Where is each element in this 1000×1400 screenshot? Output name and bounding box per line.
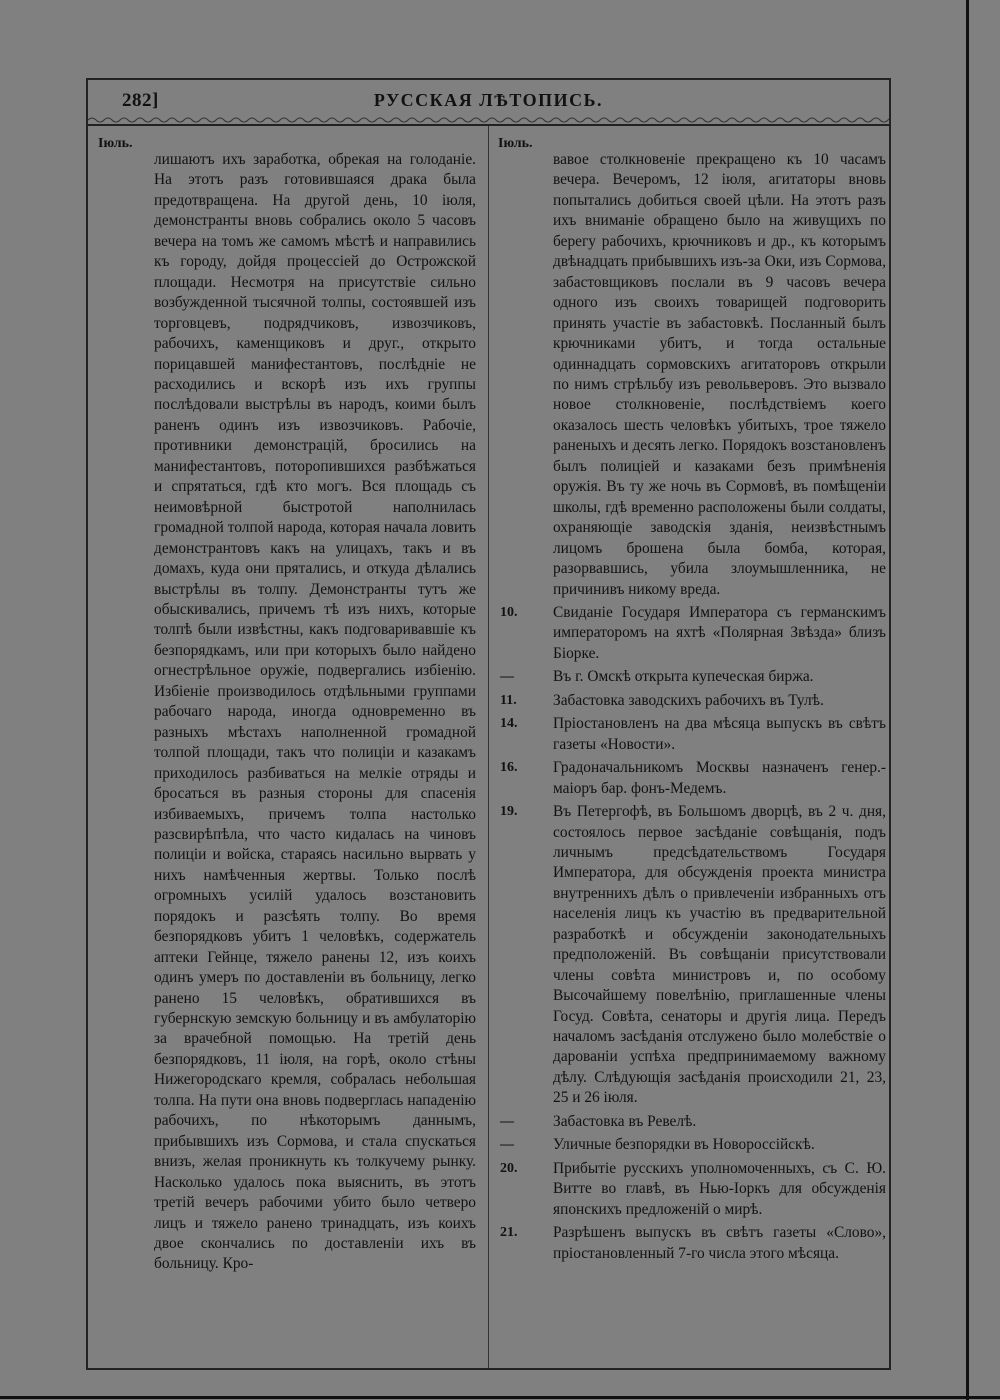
entry-text: Въ г. Омскѣ открыта купеческая биржа. [553, 668, 814, 686]
entry-text: Уличные безпорядки въ Новороссійскѣ. [553, 1136, 815, 1154]
left-column [98, 136, 476, 1275]
entry-day: — [500, 1137, 514, 1153]
chronicle-entry [498, 691, 886, 711]
chronicle-entry [498, 603, 886, 664]
entry-text: Въ Петергофѣ, въ Большомъ дворцѣ, въ 2 ч. дня, состоялось первое засѣданіе совѣщанія, подъ личнымъ предсѣдательствомъ Государя Императора, для обсужденія проекта министра внутреннихъ дѣлъ о привлеченіи избранныхъ отъ населенія лицъ къ участію въ предварительной разработкѣ и обсужденіи законодательныхъ предположеній. Въ совѣщаніи присутствовали члены совѣта министровъ и, по особому Высочайшему повелѣнію, приглашенные члены Госуд. Совѣта, сенаторы и другія лица. Передъ началомъ засѣданія отслужено было молебствіе о дарованіи успѣха предпринимаемому важному дѣлу. Слѣдующія засѣданія происходили 21, 23, 25 и 26 іюля. [553, 803, 886, 1107]
journal-title: РУССКАЯ ЛѢТОПИСЬ. [373, 90, 604, 110]
page-frame [86, 78, 891, 1370]
chronicle-entry [498, 1135, 886, 1155]
chronicle-entry [498, 802, 886, 1109]
chronicle-entry [498, 1112, 886, 1132]
entry-day: 16. [500, 760, 518, 776]
entry-day: 19. [500, 804, 518, 820]
entry-day: 11. [500, 692, 517, 708]
entry-day: — [500, 669, 514, 685]
entry-text: Пріостановленъ на два мѣсяца выпускъ въ свѣтъ газеты «Новости». [553, 715, 886, 753]
right-column [498, 136, 886, 1264]
entry-text: Свиданіе Государя Императора съ германскимъ императоромъ на яхтѣ «Полярная Звѣзда» близъ Біорке. [553, 603, 886, 662]
scan-edge-bottom [0, 1396, 1000, 1399]
left-column-text: лишаютъ ихъ заработка, обрекая на голоданіе. На этотъ разъ готовившаяся драка была предотвращена. На другой день, 10 іюля, демонстранты вновь собрались около 5 часовъ вечера на томъ же самомъ мѣстѣ и направились къ городу, дойдя процессіей до Острожской площади. Несмотря на присутствіе сильно возбужденной тысячной толпы, состоявшей изъ торговцевъ, подрядчиковъ, извозчиковъ, рабочихъ, каменщиковъ и друг., открыто порицавшей манифестантовъ, послѣдніе не расходились и вскорѣ изъ ихъ группы послѣдовали выстрѣлы въ народъ, коими былъ раненъ одинъ изъ извозчиковъ. Рабочіе, противники демонстрацій, бросились на манифестантовъ, поторопившихся разбѣжаться и спрятаться, гдѣ кто могъ. Вся площадь съ неимовѣрной быстротой наполнилась громадной толпой народа, которая начала ловить демонстрантовъ какъ на улицахъ, такъ и въ домахъ, куда они прятались, и откуда дѣлались выстрѣлы въ толпу. Демонстранты тутъ же обыскивались, причемъ тѣ изъ нихъ, которые толпѣ были извѣстны, какъ подговаривавшіе къ безпорядкамъ, или при которыхъ было найдено огнестрѣльное оружіе, подвергались избіенію. Избіеніе производилось отдѣльными группами рабочаго народа, иногда одновременно въ разныхъ мѣстахъ наполненной громадной толпой площади, такъ что полиціи и казакамъ приходилось разбиваться на мелкіе отряды и бросаться въ разныя стороны для спасенія избиваемыхъ, причемъ толпа настолько разсвирѣпѣла, что часто кидалась на чиновъ полиціи и войска, стараясь насильно вырвать у нихъ намѣченныя жертвы. Только послѣ огромныхъ усилій удалось возстановить порядокъ и разсѣять толпу. Во время безпорядковъ убитъ 1 человѣкъ, содержатель аптеки Гейнце, тяжело ранены 12, изъ коихъ одинъ умеръ по доставленіи въ больницу, легко ранено 15 человѣкъ, обратившихся въ губернскую земскую больницу и въ амбулаторію за врачебной помощью. На третій день безпорядковъ, 11 іюля, на горѣ, около стѣны Нижегородскаго кремля, собралась небольшая толпа. На пути она вновь подверглась нападенію рабочихъ, по нѣкоторымъ даннымъ, прибывшихъ изъ Сормова, и стала спускаться внизъ, желая проникнуть къ толкучему рынку. Насколько удалось пока выяснить, въ этотъ третій вечеръ рабочими убито было четверо лицъ и тяжело ранено тринадцать, изъ коихъ двое скончались по доставленіи ихъ въ больницу. Кро- [154, 151, 476, 1273]
entry-day: 10. [500, 604, 518, 620]
entry-text: Прибытіе русскихъ уполномоченныхъ, съ С. Ю. Витте во главѣ, въ Нью-Іоркъ для обсужденія японскихъ предложеній о мирѣ. [553, 1159, 886, 1218]
page-header [88, 80, 889, 126]
right-month-label: Іюль. [498, 136, 533, 151]
chronicle-entry [498, 714, 886, 755]
entry-day: 20. [500, 1160, 518, 1176]
page-number: 282] [122, 90, 159, 111]
entry-text: Разрѣшенъ выпускъ въ свѣтъ газеты «Слово», пріостановленный 7-го числа этого мѣсяца. [553, 1224, 886, 1262]
entry-day: 21. [500, 1225, 518, 1241]
chronicle-entry [498, 1159, 886, 1220]
chronicle-entries [498, 603, 886, 1264]
scan-edge-right [966, 0, 969, 1400]
entry-text: Градоначальникомъ Москвы назначенъ генер.-маіоръ бар. фонъ-Медемъ. [553, 759, 886, 797]
left-month-label: Іюль. [98, 136, 133, 151]
chronicle-entry [498, 758, 886, 799]
entry-text: Забастовка въ Ревелѣ. [553, 1112, 697, 1130]
right-continuation-text: вавое столкновеніе прекращено къ 10 часамъ вечера. Вечеромъ, 12 іюля, агитаторы вновь попытались добиться своей цѣли. На этотъ разъ ихъ вниманіе обращено было на живущихъ по берегу рабочихъ, крючниковъ и др., къ которымъ двѣнадцать прибывшихъ изъ-за Оки, изъ Сормова, забастовщиковъ послали въ 9 часовъ вечера одного изъ своихъ товарищей подговорить принять участіе въ забастовкѣ. Посланный былъ крючниками убитъ, и тогда остальные одиннадцать сормовскихъ агитаторовъ открыли по нимъ стрѣльбу изъ револьверовъ. Это вызвало новое столкновеніе, послѣдствіемъ коего оказалось шесть человѣкъ убитыхъ, трое тяжело раненыхъ и десять легко. Порядокъ возстановленъ былъ полиціей и казаками безъ примѣненія оружія. Въ ту же ночь въ Сормовѣ, въ помѣщеніи школы, гдѣ временно расположены были солдаты, охраняющіе заводскія зданія, неизвѣстнымъ лицомъ брошена была бомба, которая, разорвавшись, убила злоумышленника, не причинивъ никому вреда. [553, 151, 886, 598]
column-divider [488, 126, 489, 1368]
entry-day: — [500, 1113, 514, 1129]
chronicle-entry [498, 1223, 886, 1264]
chronicle-entry [498, 667, 886, 687]
entry-day: 14. [500, 716, 518, 732]
entry-text: Забастовка заводскихъ рабочихъ въ Тулѣ. [553, 691, 824, 709]
wavy-rule [88, 116, 889, 124]
